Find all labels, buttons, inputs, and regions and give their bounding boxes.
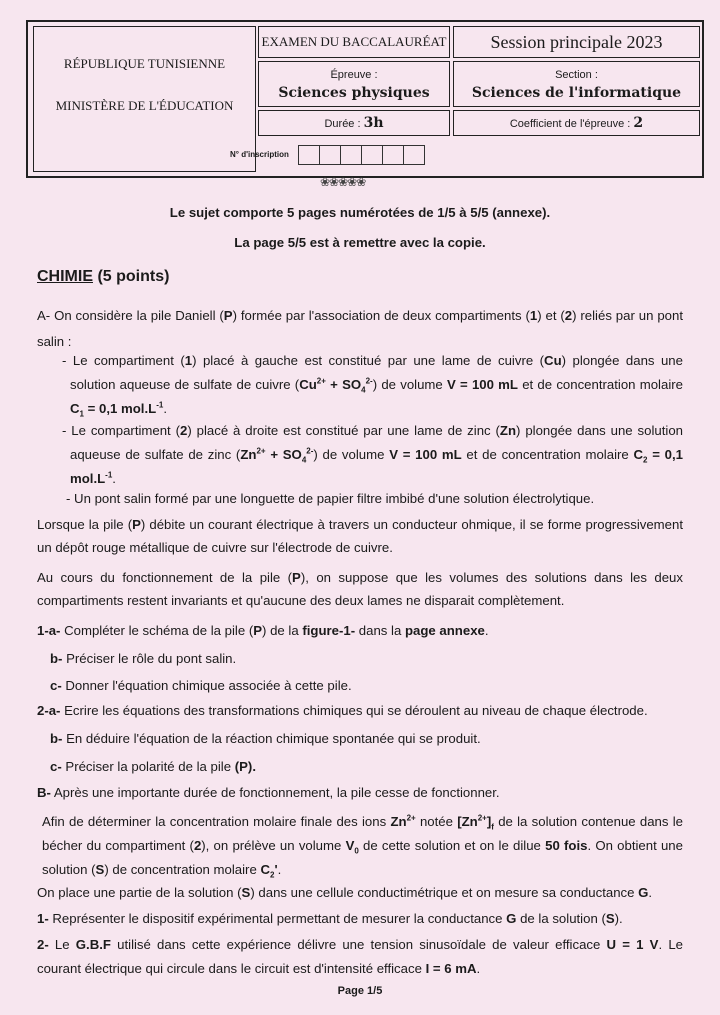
text-run: Lorsque la pile ( xyxy=(37,517,133,532)
paragraph xyxy=(37,566,683,612)
text-run: ) placé à gauche est constitué par une lame de cuivre ( xyxy=(192,353,545,368)
paragraph xyxy=(50,648,683,670)
text-run: G.B.F xyxy=(75,937,111,952)
text-run: ) plongée dans une solution aqueuse de sulfate de zinc ( xyxy=(70,423,683,462)
text-run: dans la xyxy=(355,623,405,638)
text-run: f xyxy=(491,822,494,832)
text-run: A- On considère la pile Daniell ( xyxy=(37,308,224,323)
text-run: ) de concentration molaire xyxy=(104,862,261,877)
text-run: ), on prélève un volume xyxy=(201,838,346,853)
duree: 3h xyxy=(363,115,384,131)
text-run: page annexe xyxy=(404,623,485,638)
paragraph xyxy=(50,675,683,697)
section-title xyxy=(37,268,169,286)
text-run: 2-a- xyxy=(37,703,61,718)
duree-cell xyxy=(258,110,450,136)
coef-cell xyxy=(453,110,700,136)
text-run: 0 xyxy=(354,846,359,856)
text-run: 2+ xyxy=(406,813,416,823)
section-cell xyxy=(453,61,700,107)
text-run: ) débite un courant électrique à travers un conducteur ohmique, il se forme progressivement un dépôt rouge métallique de cuivre sur l'électrode de cuivre. xyxy=(37,517,683,555)
text-run: P xyxy=(223,308,233,323)
paragraph xyxy=(37,700,683,722)
text-run: 2- xyxy=(365,376,373,386)
paragraph xyxy=(50,756,683,778)
text-run: (P). xyxy=(234,759,256,774)
text-run: ) et ( xyxy=(537,308,565,323)
coef-label: Coefficient de l'épreuve : xyxy=(509,118,634,130)
session: Session principale 2023 xyxy=(490,32,663,52)
text-run: 1 xyxy=(79,409,84,419)
text-run: figure-1- xyxy=(302,623,356,638)
text-run: V xyxy=(345,838,355,853)
text-run: Représenter le dispositif expérimental permettant de mesurer la conductance xyxy=(48,911,507,926)
text-run: ) de volume xyxy=(372,377,447,392)
epreuve: Sciences physiques xyxy=(278,85,430,101)
text-run: Ecrire les équations des transformations chimiques qui se déroulent au niveau de chaque électrode. xyxy=(60,703,648,718)
text-run: ] xyxy=(486,814,492,829)
text-run: 4 xyxy=(361,385,366,395)
text-run: Compléter le schéma de la pile ( xyxy=(60,623,254,638)
duree-label: Durée : xyxy=(324,118,364,130)
text-run: -1 xyxy=(156,400,164,410)
text-run: 1 xyxy=(184,353,193,368)
text-run: 2+ xyxy=(316,376,326,386)
text-run: 2 xyxy=(193,838,202,853)
text-run: 2 xyxy=(269,870,275,880)
text-run: C xyxy=(260,862,270,877)
text-run: U = 1 V xyxy=(606,937,659,952)
text-run: ). xyxy=(614,911,623,926)
paragraph xyxy=(37,513,683,559)
paragraph xyxy=(37,908,683,930)
text-run: b- xyxy=(50,651,63,666)
text-run: . xyxy=(476,961,481,976)
paragraph xyxy=(37,303,683,355)
text-run: - Un pont salin formé par une longuette de papier filtre imbibé d'une solution électrolytique. xyxy=(66,491,595,506)
text-run: b- xyxy=(50,731,63,746)
text-run: 2 xyxy=(643,455,648,465)
text-run: ) dans une cellule conductimétrique et on mesure sa conductance xyxy=(250,885,639,900)
epreuve-label: Épreuve : xyxy=(330,69,378,81)
epreuve-cell xyxy=(258,61,450,107)
text-run: 50 fois xyxy=(545,838,588,853)
text-run: = 0,1 mol.L xyxy=(70,447,683,486)
coef: 2 xyxy=(633,115,644,131)
text-run: 2- xyxy=(37,937,49,952)
paragraph xyxy=(62,349,683,421)
inscription-label: N° d'inscription xyxy=(230,150,289,159)
section-label: Section : xyxy=(555,69,598,81)
text-run: V = 100 mL xyxy=(446,377,518,392)
text-run: 1 xyxy=(529,308,538,323)
text-run: 2+ xyxy=(477,813,487,823)
text-run: 2 xyxy=(180,423,188,438)
text-run: P xyxy=(292,570,301,585)
text-run: On place une partie de la solution ( xyxy=(37,885,242,900)
country-cell xyxy=(33,26,256,172)
paragraph xyxy=(50,728,683,750)
section-points: (5 points) xyxy=(93,268,170,285)
text-run: En déduire l'équation de la réaction chimique spontanée qui se produit. xyxy=(62,731,481,746)
text-run: de la solution contenue dans le bécher du compartiment ( xyxy=(42,814,684,853)
country: RÉPUBLIQUE TUNISIENNE xyxy=(63,56,226,71)
exam-cell xyxy=(258,26,450,58)
text-run: . xyxy=(277,862,282,877)
text-run: . xyxy=(163,401,167,416)
paragraph xyxy=(62,419,683,491)
text-run: Zn xyxy=(499,423,517,438)
section-title-name: CHIMIE xyxy=(37,268,93,285)
text-run: - Le compartiment ( xyxy=(62,423,181,438)
text-run: Donner l'équation chimique associée à cette pile. xyxy=(61,678,352,693)
text-run: Zn xyxy=(390,814,407,829)
text-run: S xyxy=(605,911,615,926)
text-run: de la solution ( xyxy=(516,911,606,926)
text-run: Préciser le rôle du pont salin. xyxy=(62,651,237,666)
text-run: Au cours du fonctionnement de la pile ( xyxy=(37,570,293,585)
text-run: = 0,1 mol.L xyxy=(83,401,157,416)
text-run: ) reliés par un pont salin : xyxy=(37,308,683,349)
text-run: utilisé dans cette expérience délivre une tension sinusoïdale de valeur efficace xyxy=(110,937,607,952)
paragraph xyxy=(37,782,683,804)
text-run: ) de volume xyxy=(313,447,390,462)
text-run: Cu xyxy=(544,353,562,368)
text-run: . On obtient une solution ( xyxy=(42,838,683,877)
text-run: C xyxy=(633,447,643,462)
paragraph xyxy=(66,488,683,510)
text-run: 2 xyxy=(564,308,573,323)
text-run: . Le courant électrique qui circule dans le circuit est d'intensité efficace xyxy=(37,937,683,976)
text-run: c- xyxy=(50,759,62,774)
intro-pages: Le sujet comporte 5 pages numérotées de 1/5 à 5/5 (annexe). xyxy=(169,205,551,220)
text-run: Zn xyxy=(240,447,257,462)
text-run: 4 xyxy=(301,455,307,465)
text-run: P xyxy=(132,517,141,532)
text-run: 2- xyxy=(306,446,314,456)
text-run: . xyxy=(648,885,653,900)
text-run: V = 100 mL xyxy=(389,447,462,462)
text-run: 1- xyxy=(37,911,49,926)
text-run: 1-a- xyxy=(37,623,61,638)
page-number: Page 1/5 xyxy=(337,985,383,997)
text-run: + SO xyxy=(265,447,302,462)
text-run: et de concentration molaire xyxy=(517,377,683,392)
paragraph xyxy=(37,620,683,642)
text-run: S xyxy=(241,885,251,900)
text-run: I = 6 mA xyxy=(425,961,477,976)
intro-annex: La page 5/5 est à remettre avec la copie. xyxy=(234,235,486,250)
paragraph xyxy=(42,810,683,882)
text-run: S xyxy=(95,862,105,877)
text-run: G xyxy=(638,885,649,900)
text-run: G xyxy=(506,911,517,926)
exam-title: EXAMEN DU BACCALAURÉAT xyxy=(261,34,447,49)
text-run: + SO xyxy=(325,377,362,392)
text-run: P xyxy=(253,623,263,638)
ministry: MINISTÈRE DE L'ÉDUCATION xyxy=(55,98,234,113)
paragraph xyxy=(37,933,683,981)
text-run: Préciser la polarité de la pile xyxy=(61,759,235,774)
session-cell xyxy=(453,26,700,58)
text-run: - Le compartiment ( xyxy=(62,353,185,368)
text-run: ' xyxy=(274,862,278,877)
text-run: . xyxy=(112,471,116,486)
text-run: [Zn xyxy=(457,814,478,829)
text-run: ) de la xyxy=(262,623,303,638)
text-run: -1 xyxy=(105,470,113,480)
text-run: et de concentration molaire xyxy=(461,447,634,462)
text-run: Afin de déterminer la concentration molaire finale des ions xyxy=(42,814,391,829)
text-run: c- xyxy=(50,678,62,693)
text-run: 2+ xyxy=(256,446,266,456)
text-run: Le xyxy=(48,937,76,952)
section: Sciences de l'informatique xyxy=(471,85,682,101)
text-run: Après une importante durée de fonctionnement, la pile cesse de fonctionner. xyxy=(50,785,500,800)
text-run: ) plongée dans une solution aqueuse de sulfate de cuivre ( xyxy=(70,353,683,392)
inscription-boxes[interactable] xyxy=(299,145,425,165)
text-run: notée xyxy=(415,814,458,829)
text-run: de cette solution et on le dilue xyxy=(358,838,546,853)
text-run: Cu xyxy=(299,377,317,392)
text-run: C xyxy=(70,401,80,416)
text-run: ) formée par l'association de deux compartiments ( xyxy=(232,308,530,323)
text-run: ) placé à droite est constitué par une lame de zinc ( xyxy=(187,423,500,438)
ornament: ❀❀❀❀❀ xyxy=(320,175,366,189)
paragraph xyxy=(37,882,683,904)
text-run: ), on suppose que les volumes des solutions dans les deux compartiments restent invariants et qu'aucune des deux lames ne disparait complètement. xyxy=(37,570,683,608)
text-run: . xyxy=(484,623,489,638)
text-run: B- xyxy=(37,785,51,800)
